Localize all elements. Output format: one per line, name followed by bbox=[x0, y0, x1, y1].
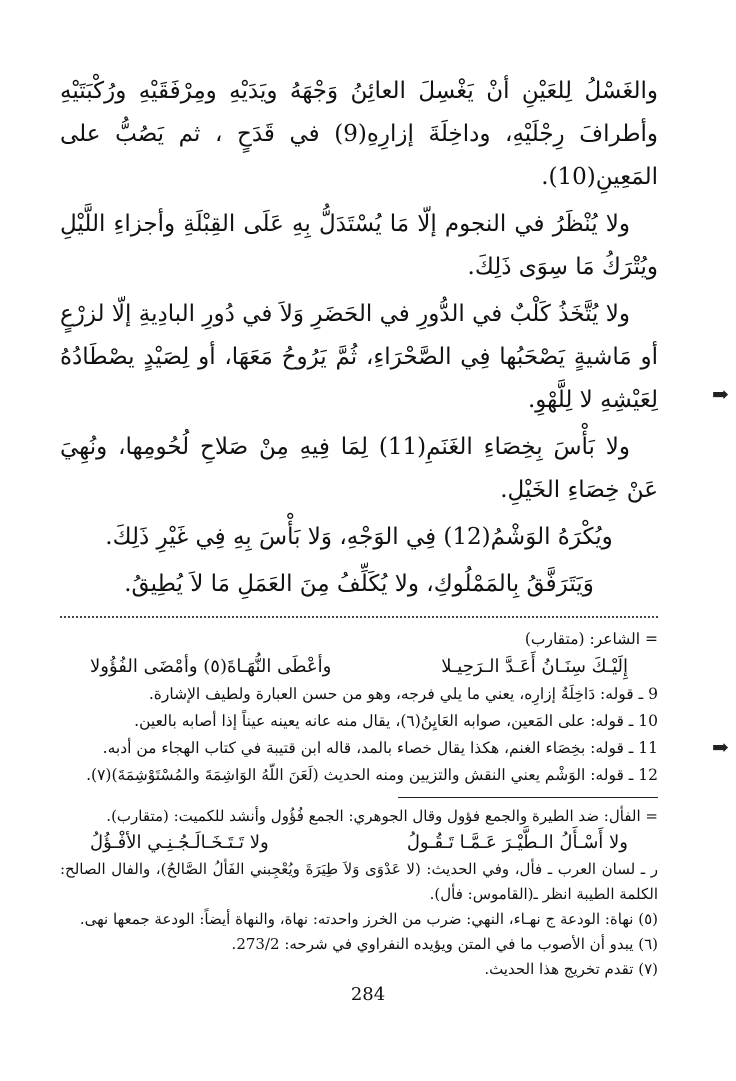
note-10: 10 ـ قوله: على المَعين، صوابه العَايِنُ(٦)، يقال منه عانه يعينه عيناً إذا أصابه بالعين. bbox=[134, 712, 658, 730]
note-12: 12 ـ قوله: الوَشْم يعني النقش والتزيين ومنه الحديث (لَعَنَ اللّهُ الوَاشِمَةَ والمُسْتَوْشِمَةَ)(٧). bbox=[86, 766, 658, 784]
footnote-7: (٧) تقدم تخريج هذا الحديث. bbox=[484, 960, 658, 978]
note-11: 11 ـ قوله: بخِصَاء الغنم، هكذا يقال خصاء بالمد، قاله ابن قتيبة في كتاب الهجاء من أدبه. bbox=[102, 739, 658, 757]
margin-arrow-icon: ➡ bbox=[712, 735, 729, 759]
footnote-verse bbox=[60, 829, 658, 857]
verse-first-half: إِلَيْـكَ سِنَـانُ أَعَـدَّ الـرَحِيـلا bbox=[441, 656, 628, 677]
note-9: 9 ـ قوله: دَاخِلَةُ إزارِه، يعني ما يلي فرجه، وهو من حسن العبارة ولطيف الإشارة. bbox=[148, 685, 658, 703]
footnote-separator bbox=[398, 797, 658, 798]
paragraph-washing: والغَسْلُ لِلعَيْنِ أنْ يَغْسِلَ العائِنُ وَجْهَهُ ويَدَيْهِ ومِرْفَقَيْهِ ورُكْبَتَيْهِ وأطرافَ رِجْلَيْهِ، وداخِلَةَ إزارِهِ(9) في قَدَحٍ ، ثم يَصُبُّ على المَعِينِ(10). bbox=[60, 78, 658, 190]
paragraph-dogs: ولا يُتَّخَذُ كَلْبٌ في الدُّورِ في الحَضَرِ وَلاَ في دُورِ البادِيةِ إلّا لزرْعٍ أو مَاشيةٍ يَصْحَبُها فِي الصَّحْرَاءِ، ثُمَّ يَرُوحُ مَعَهَا، أو لِصَيْدٍ يصْطَادُهُ لِعَيْشِهِ لا لِلَّهْوِ. bbox=[60, 301, 658, 413]
poem-verse bbox=[60, 653, 658, 681]
line-tattoo: ويُكْرَهُ الوَشْمُ(12) فِي الوَجْهِ، وَلا بَأْسَ بِهِ فِي غَيْرِ ذَلِكَ. bbox=[105, 524, 613, 550]
dotted-separator bbox=[60, 616, 658, 618]
paragraph-castration: ولا بَأْسَ بِخِصَاءِ الغَنَمِ(11) لِمَا فِيهِ مِنْ صَلاحِ لُحُومِها، ونُهِيَ عَنْ خِصَاءِ الخَيْلِ. bbox=[60, 434, 658, 503]
paragraph-stars: ولا يُنْظَرُ في النجوم إلّا مَا يُسْتَدَلُّ بِهِ عَلَى القِبْلَةِ وأجزاءِ اللَّيْلِ ويُتْرَكُ مَا سِوَى ذَلِكَ. bbox=[60, 211, 658, 280]
footnote-6: (٦) يبدو أن الأصوب ما في المتن ويؤيده النفراوي في شرحه: 273/2. bbox=[231, 935, 658, 953]
verse-second-half: وأعْطَى النُّهَـاةَ(٥) وأمْضَى الفُؤُولا bbox=[90, 656, 332, 677]
footnote-lisan: ر ـ لسان العرب ـ فأل، وفي الحديث: (لا عَدْوَى وَلاَ طِيَرَةَ ويُعْجِبني الفَألُ الصَّالحُ)، والفال الصالح: الكلمة الطيبة انظر ـ(القاموس: فأل). bbox=[60, 860, 658, 903]
footnote-verse-first-half: ولا أَسْـأَلُ الـطَّيْـرَ عَـمَّـا تَـقُـولُ bbox=[406, 832, 628, 853]
footnote-verse-second-half: ولا تَـتَـخَـالَـجُـنِـي الأفْـؤُلُ bbox=[90, 832, 269, 853]
footnote-5: (٥) نهاة: الودعة ج نهـاء، النهي: ضرب من الخرز واحدته: نهاة، والنهاة أيضاً: الودعة جمعها نهى. bbox=[79, 910, 658, 928]
line-slave: وَيَتَرَفَّقُ بِالمَمْلُوكِ، ولا يُكَلِّفُ مِنَ العَمَلِ مَا لاَ يُطِيقُ. bbox=[124, 571, 594, 597]
poet-label: = الشاعر: (متقارب) bbox=[524, 630, 658, 648]
page-number: 284 bbox=[350, 984, 386, 1005]
footnote-faal: = الفأل: ضد الطيرة والجمع فؤول وقال الجوهري: الجمع فُؤُول وأنشد للكميت: (متقارب). bbox=[106, 807, 658, 825]
book-page bbox=[60, 70, 658, 982]
margin-arrow-icon: ➡ bbox=[712, 382, 729, 406]
